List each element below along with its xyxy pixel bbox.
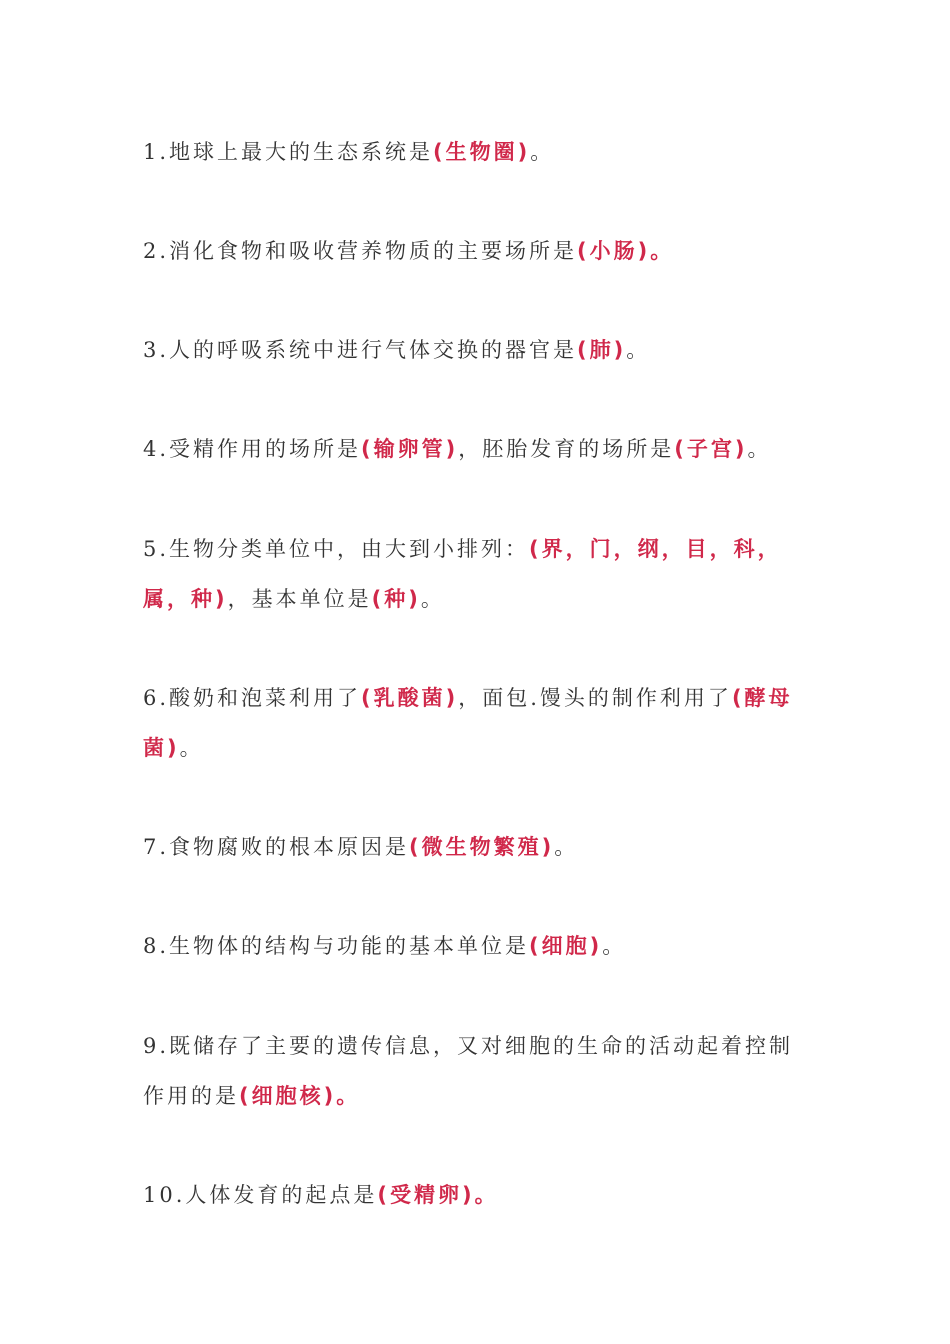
question-item-8 <box>143 921 815 971</box>
question-text: 。 <box>554 835 579 859</box>
answer-text: (小肠)。 <box>577 239 675 263</box>
answer-text: (细胞) <box>529 934 603 958</box>
question-text: 6.酸奶和泡菜利用了 <box>143 686 362 710</box>
question-text: 1.地球上最大的生态系统是 <box>143 140 434 164</box>
answer-text: (生物圈) <box>433 140 531 164</box>
answer-text: (微生物繁殖) <box>409 835 555 859</box>
answer-text: (受精卵)。 <box>377 1183 499 1207</box>
question-text: 。 <box>747 437 772 461</box>
question-text: 3.人的呼吸系统中进行气体交换的器官是 <box>143 338 578 362</box>
question-item-2 <box>143 226 815 276</box>
question-text: 。 <box>626 338 651 362</box>
question-text: ，面包.馒头的制作利用了 <box>458 686 732 710</box>
question-item-6 <box>143 673 815 773</box>
question-text: 4.受精作用的场所是 <box>143 437 362 461</box>
question-item-9 <box>143 1021 815 1121</box>
question-text: 2.消化食物和吸收营养物质的主要场所是 <box>143 239 578 263</box>
question-text: 9.既储存了主要的遗传信息，又对细胞的生命的活动起着控制作用的是 <box>143 1034 794 1108</box>
question-text: 8.生物体的结构与功能的基本单位是 <box>143 934 530 958</box>
question-text: 10.人体发育的起点是 <box>143 1183 378 1207</box>
answer-text: (肺) <box>577 338 627 362</box>
question-item-5 <box>143 524 815 624</box>
answer-text: (输卵管) <box>361 437 459 461</box>
question-item-7 <box>143 822 815 872</box>
question-text: 。 <box>179 736 204 760</box>
question-text: 。 <box>420 587 445 611</box>
question-text: 5.生物分类单位中，由大到小排列： <box>143 537 530 561</box>
answer-text: (细胞核)。 <box>239 1084 361 1108</box>
question-item-4 <box>143 424 815 474</box>
question-item-10 <box>143 1170 815 1220</box>
answer-text: (酵母菌) <box>143 686 793 760</box>
question-item-1 <box>143 127 815 177</box>
question-text: 。 <box>602 934 627 958</box>
question-item-3 <box>143 325 815 375</box>
question-text: 7.食物腐败的根本原因是 <box>143 835 410 859</box>
question-text: ，基本单位是 <box>227 587 372 611</box>
question-text: ，胚胎发育的场所是 <box>458 437 675 461</box>
answer-text: (种) <box>371 587 421 611</box>
answer-text: (界，门，纲，目，科，属，种) <box>143 537 782 611</box>
question-text: 。 <box>530 140 555 164</box>
answer-text: (子宫) <box>674 437 748 461</box>
answer-text: (乳酸菌) <box>361 686 459 710</box>
